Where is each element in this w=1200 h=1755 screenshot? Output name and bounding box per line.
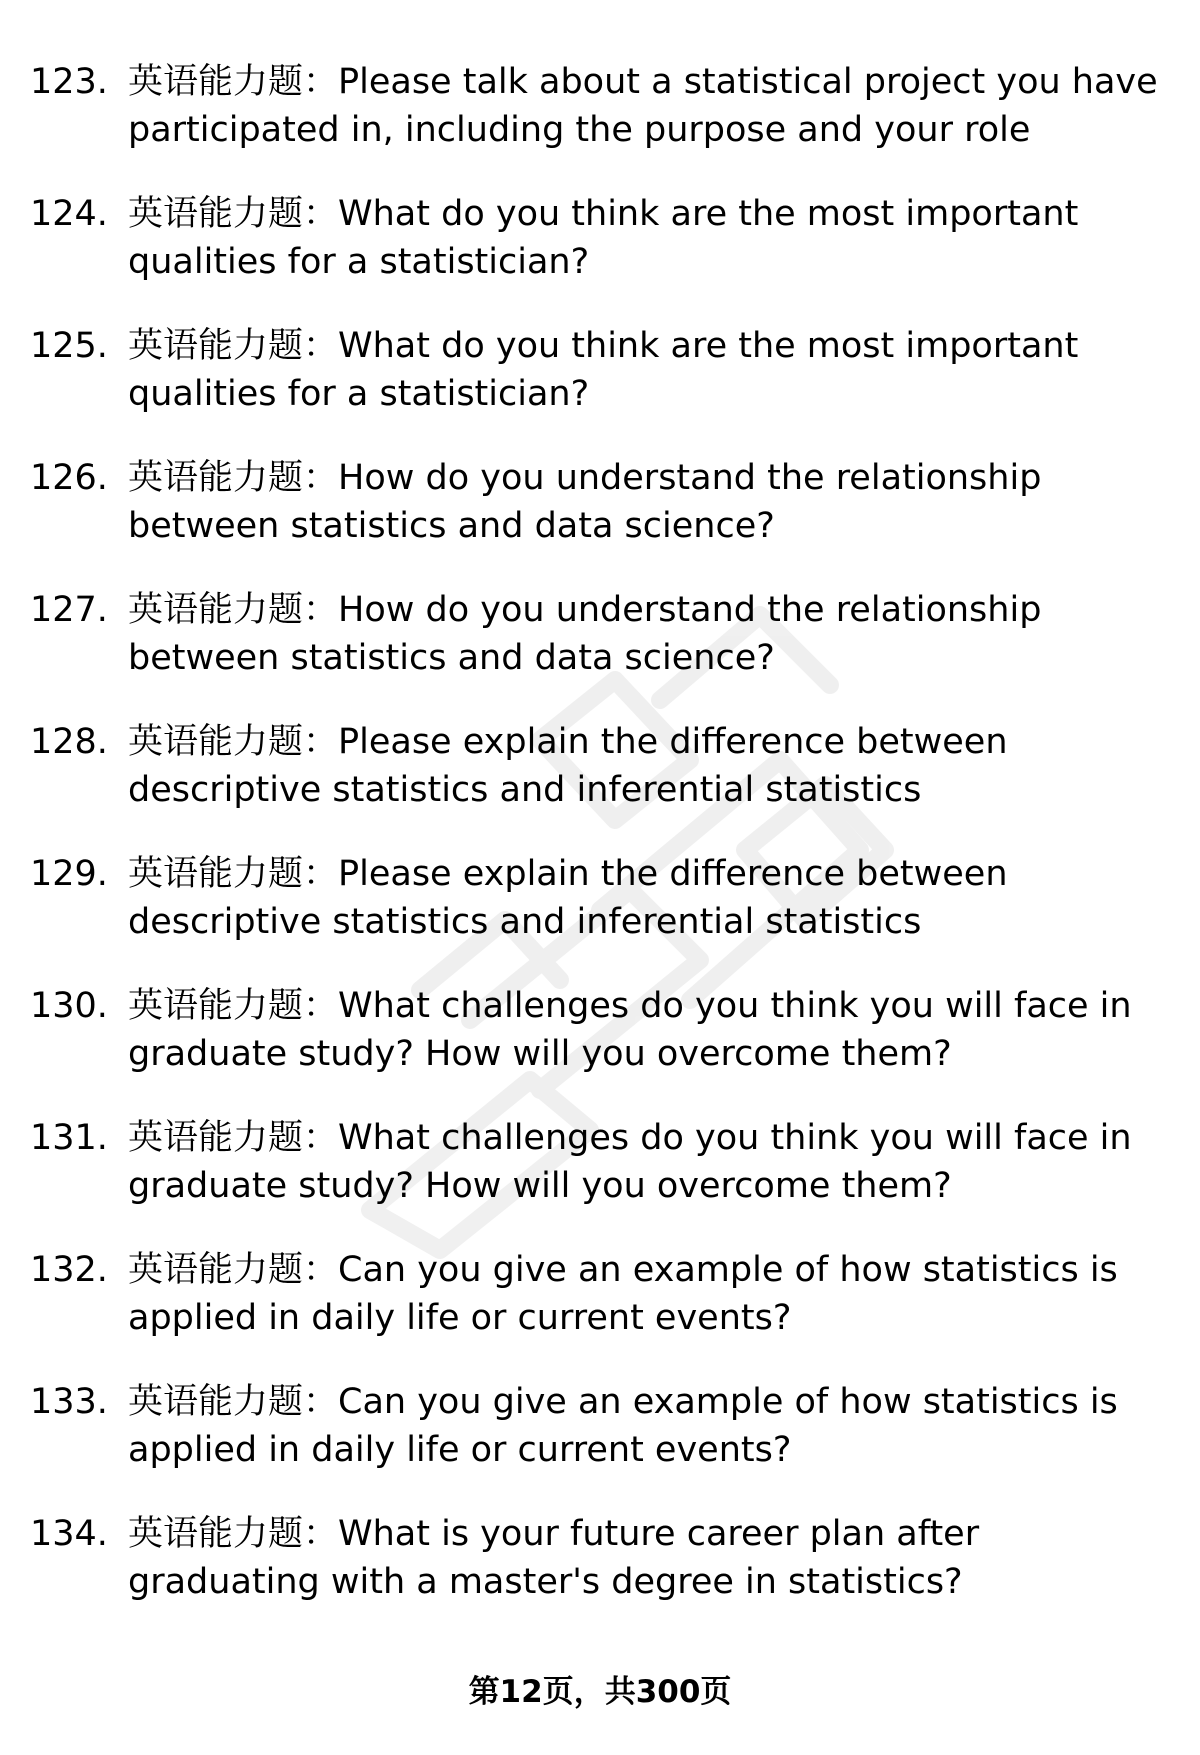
- question-content: How do you understand the relationship between statistics and data science?: [128, 458, 1042, 546]
- question-content: How do you understand the relationship between statistics and data science?: [128, 590, 1042, 678]
- question-text-block: [128, 58, 1168, 154]
- question-list: [30, 58, 1170, 1642]
- question-item: [30, 982, 1170, 1114]
- question-number: 131.: [30, 1118, 108, 1158]
- question-text-block: [128, 982, 1168, 1078]
- page-footer: [0, 1672, 1200, 1712]
- question-category: 英语能力题：: [128, 1514, 339, 1554]
- question-item: [30, 850, 1170, 982]
- question-item: [30, 58, 1170, 190]
- question-text-block: [128, 190, 1168, 286]
- question-content: Please talk about a statistical project you have participated in, including the purpose and your role: [128, 62, 1158, 150]
- question-number: 133.: [30, 1382, 108, 1422]
- question-category: 英语能力题：: [128, 854, 339, 894]
- question-number: 132.: [30, 1250, 108, 1290]
- question-category: 英语能力题：: [128, 1382, 339, 1422]
- question-item: [30, 718, 1170, 850]
- question-text-block: [128, 718, 1168, 814]
- question-content: What is your future career plan after graduating with a master's degree in statistics?: [128, 1514, 980, 1602]
- question-number: 124.: [30, 194, 108, 234]
- question-text-block: [128, 586, 1168, 682]
- page-number-info: 第12页，共300页: [468, 1674, 732, 1710]
- question-text-block: [128, 1246, 1168, 1342]
- question-category: 英语能力题：: [128, 722, 339, 762]
- question-text-block: [128, 1378, 1168, 1474]
- question-text-block: [128, 1510, 1168, 1606]
- question-text-block: [128, 1114, 1168, 1210]
- question-number: 129.: [30, 854, 108, 894]
- question-item: [30, 586, 1170, 718]
- question-category: 英语能力题：: [128, 326, 339, 366]
- question-text-block: [128, 850, 1168, 946]
- question-content: What do you think are the most important qualities for a statistician?: [128, 194, 1079, 282]
- question-item: [30, 1378, 1170, 1510]
- question-item: [30, 1246, 1170, 1378]
- question-item: [30, 322, 1170, 454]
- question-item: [30, 454, 1170, 586]
- question-number: 130.: [30, 986, 108, 1026]
- question-content: What challenges do you think you will face in graduate study? How will you overcome them?: [128, 1118, 1132, 1206]
- question-content: Can you give an example of how statistics is applied in daily life or current events?: [128, 1382, 1118, 1470]
- question-category: 英语能力题：: [128, 1118, 339, 1158]
- question-item: [30, 1114, 1170, 1246]
- question-content: Please explain the difference between descriptive statistics and inferential statistics: [128, 854, 1008, 942]
- question-content: What challenges do you think you will face in graduate study? How will you overcome them?: [128, 986, 1132, 1074]
- question-category: 英语能力题：: [128, 1250, 339, 1290]
- question-category: 英语能力题：: [128, 458, 339, 498]
- question-number: 127.: [30, 590, 108, 630]
- question-number: 134.: [30, 1514, 108, 1554]
- question-number: 128.: [30, 722, 108, 762]
- question-category: 英语能力题：: [128, 194, 339, 234]
- question-number: 125.: [30, 326, 108, 366]
- question-number: 126.: [30, 458, 108, 498]
- question-text-block: [128, 322, 1168, 418]
- question-category: 英语能力题：: [128, 986, 339, 1026]
- question-item: [30, 1510, 1170, 1642]
- question-content: Can you give an example of how statistics is applied in daily life or current events?: [128, 1250, 1118, 1338]
- question-item: [30, 190, 1170, 322]
- question-category: 英语能力题：: [128, 62, 339, 102]
- question-category: 英语能力题：: [128, 590, 339, 630]
- question-content: What do you think are the most important qualities for a statistician?: [128, 326, 1079, 414]
- question-content: Please explain the difference between descriptive statistics and inferential statistics: [128, 722, 1008, 810]
- question-text-block: [128, 454, 1168, 550]
- question-number: 123.: [30, 62, 108, 102]
